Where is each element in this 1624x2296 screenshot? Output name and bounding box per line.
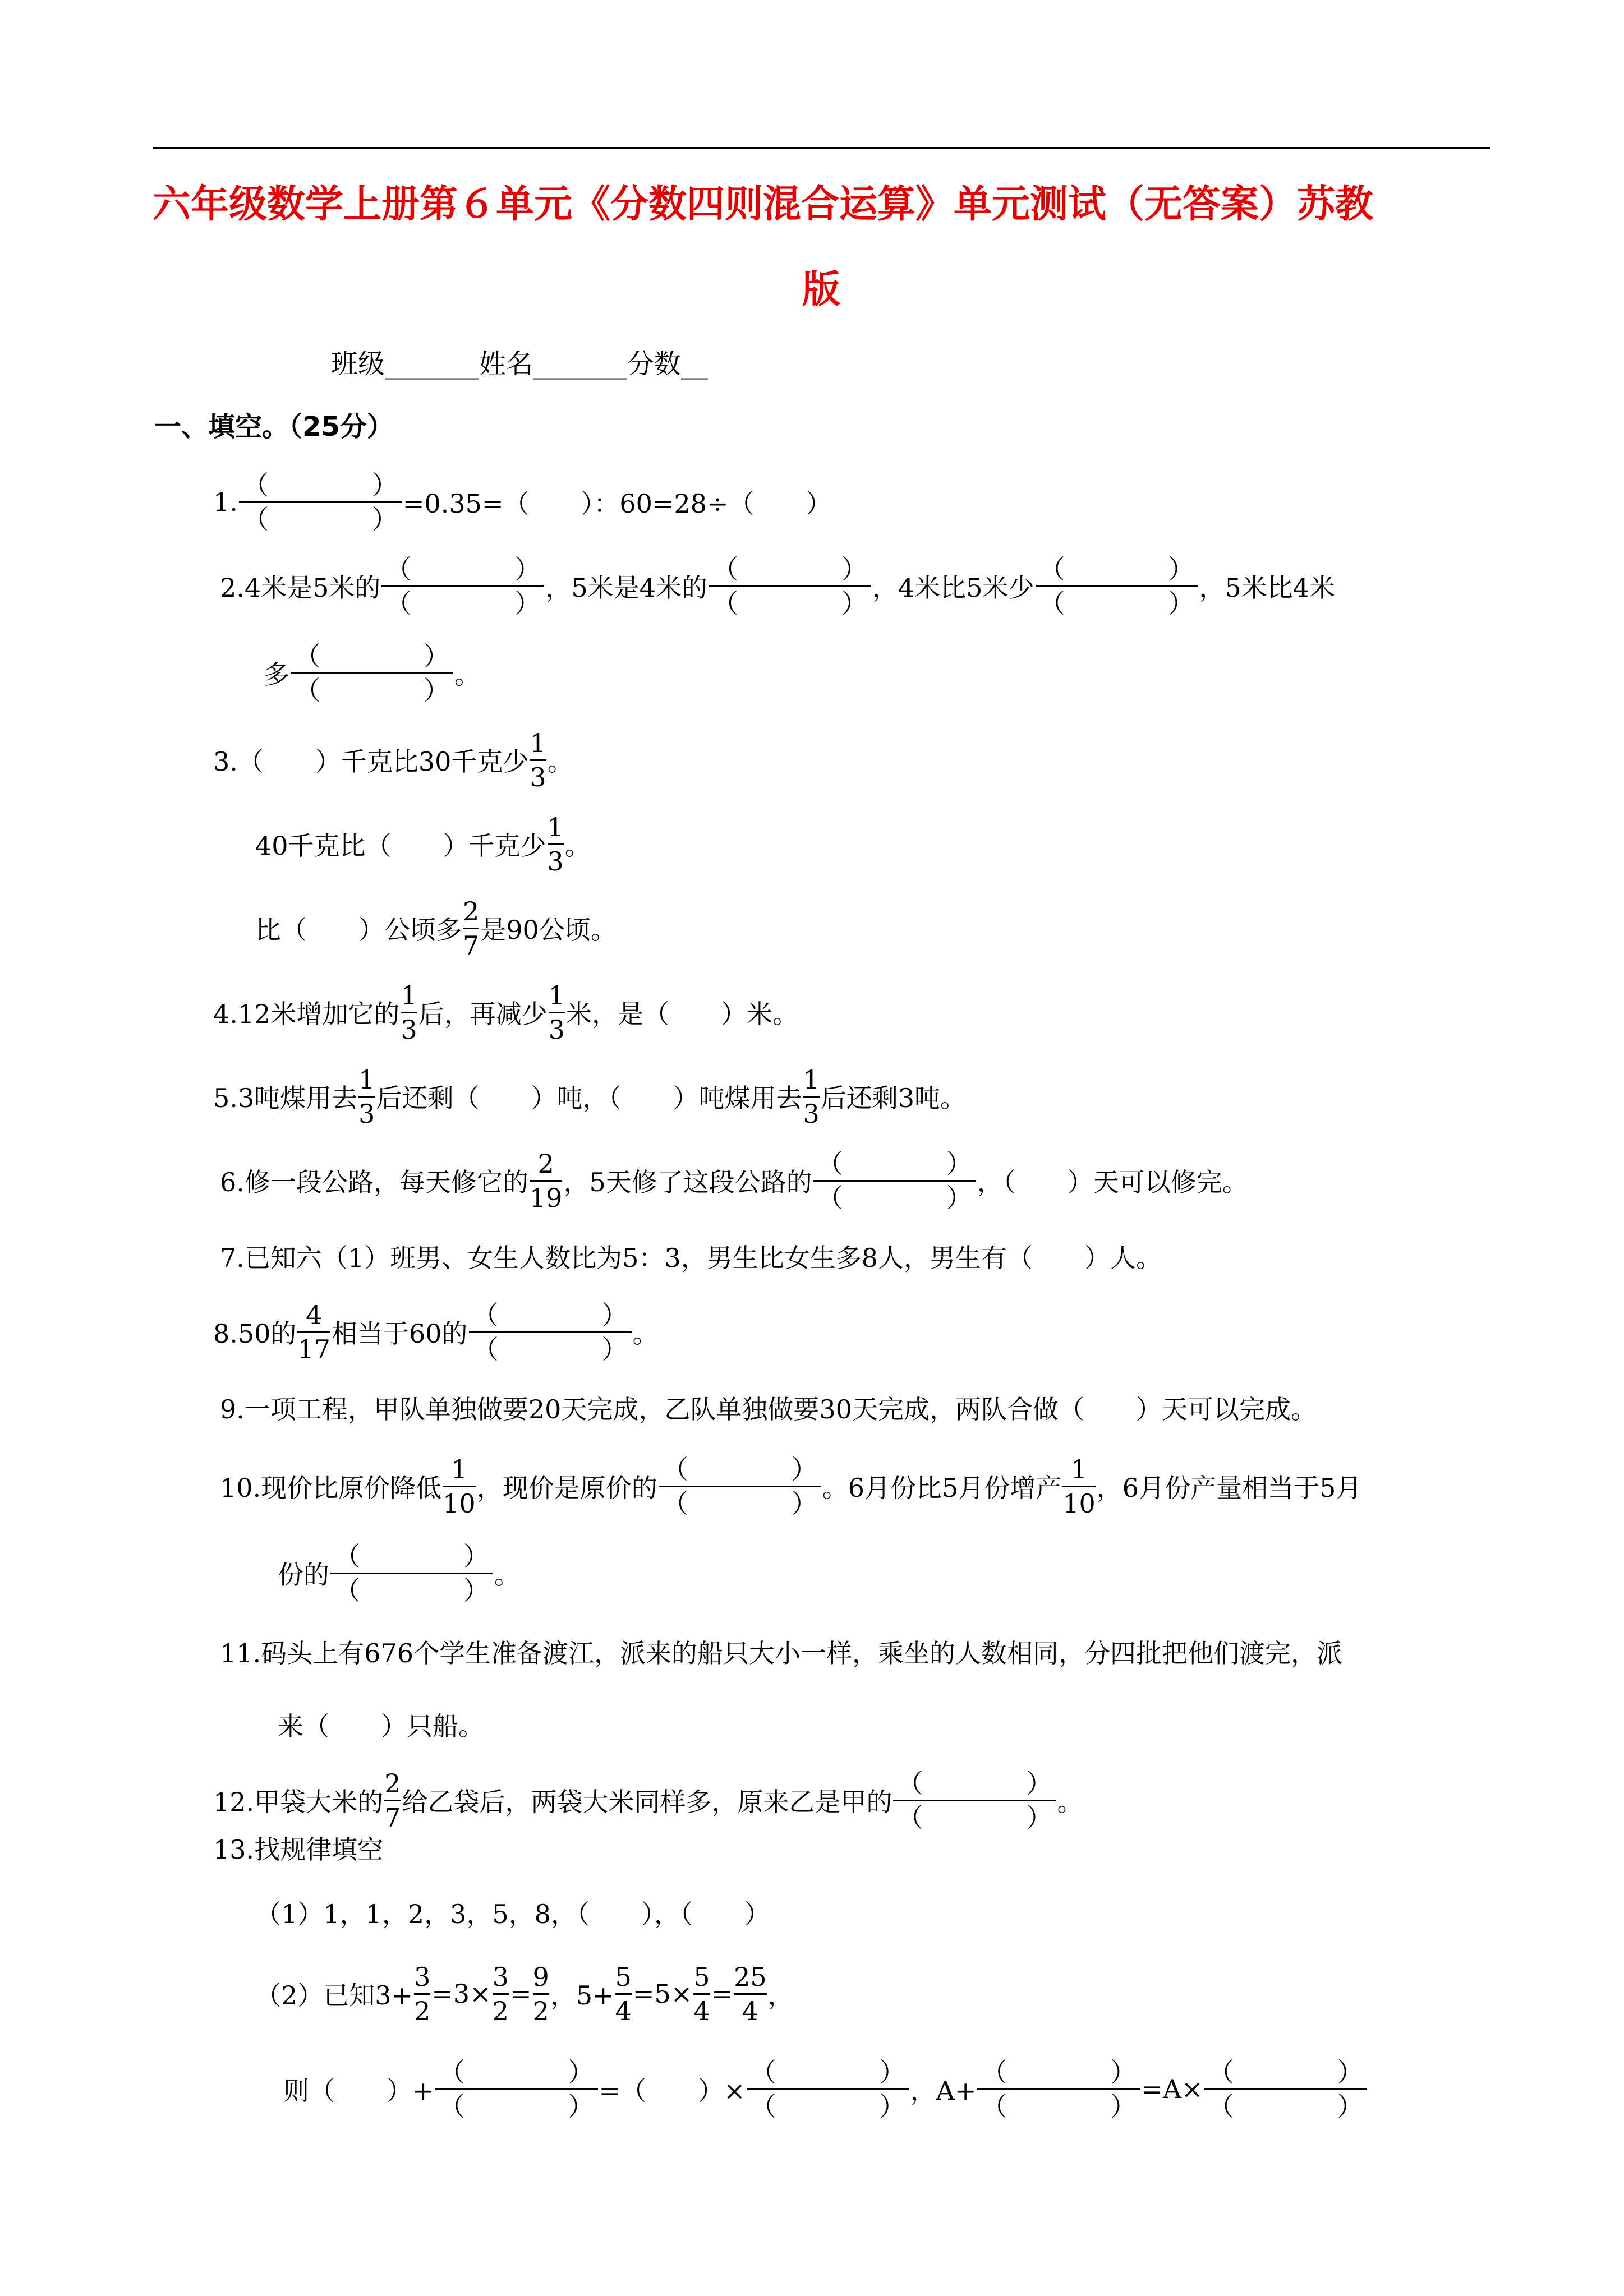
q3-text: 40千克比（ ）千克少 (255, 831, 546, 861)
blank-fraction[interactable]: $\frac{( )}{( )}$ (1204, 2056, 1367, 2123)
question-13-part-1 (255, 1882, 770, 1943)
q10-text: ，6月份产量相当于5月 (1096, 1473, 1362, 1503)
fraction-one-third: $\frac{1}{3}$ (548, 980, 565, 1045)
q13-text: 则（ ）+ (283, 2076, 434, 2106)
q2-text: 多 (264, 660, 289, 690)
q4-text: 4.12米增加它的 (213, 999, 400, 1029)
q8-text: 。 (632, 1318, 659, 1349)
q13-text: =A× (1141, 2074, 1203, 2104)
fraction-twentyfive-quarters: $\frac{25}{4}$ (734, 1961, 767, 2026)
blank-fraction[interactable]: $\frac{( )}{( )}$ (813, 1147, 976, 1214)
q10-text: 。6月份比5月份增产 (822, 1473, 1062, 1503)
q2-text: ，5米是4米的 (545, 573, 707, 603)
section-heading: 一、填空。（25分） (154, 411, 394, 442)
q3-text: 。 (564, 831, 591, 861)
student-info-line: 班级_______姓名_______分数__ (331, 348, 709, 380)
fraction-one-tenth: $\frac{1}{10}$ (1062, 1454, 1096, 1519)
fraction-three-halves: $\frac{3}{2}$ (492, 1961, 509, 2026)
q12-text: 12.甲袋大米的 (213, 1787, 384, 1817)
q4-text: 米，是（ ）米。 (565, 999, 798, 1029)
question-13-part-2 (255, 1943, 794, 2044)
q13-text: （1）1，1，2，3，5，8，（ ），（ ） (255, 1899, 770, 1929)
blank-fraction[interactable]: $\frac{( )}{( )}$ (709, 553, 871, 620)
fraction-one-third: $\frac{1}{3}$ (803, 1064, 820, 1129)
page-title-continued: 版 (802, 268, 840, 312)
q13-text: ， (767, 1980, 794, 2011)
q8-text: 8.50的 (213, 1318, 297, 1349)
fraction-three-halves: $\frac{3}{2}$ (414, 1961, 431, 2026)
q4-text: 后，再减少 (418, 999, 548, 1029)
q13-title: 13.找规律填空 (213, 1834, 384, 1865)
blank-fraction[interactable]: $\frac{( )}{( )}$ (291, 640, 453, 707)
q3-text: 比（ ）公顷多 (255, 915, 462, 945)
blank-fraction[interactable]: $\frac{( )}{( )}$ (435, 2056, 598, 2123)
q13-text: ，A+ (910, 2076, 977, 2106)
fraction-one-third: $\frac{1}{3}$ (530, 727, 546, 792)
q8-text: 相当于60的 (331, 1318, 468, 1349)
fraction-five-quarters: $\frac{5}{4}$ (615, 1961, 632, 2026)
fraction-two-sevenths: $\frac{2}{7}$ (463, 896, 480, 961)
blank-fraction[interactable]: $\frac{( )}{( )}$ (381, 553, 544, 620)
q13-text: ，5+ (550, 1980, 614, 2011)
q3-text: 3.（ ）千克比30千克少 (213, 746, 529, 777)
fraction-one-third: $\frac{1}{3}$ (547, 812, 564, 877)
q13-text: （2）已知3+ (255, 1980, 413, 2011)
q7-text: 7.已知六（1）班男、女生人数比为5：3，男生比女生多8人，男生有（ ）人。 (220, 1243, 1162, 1273)
q6-text: 6.修一段公路，每天修它的 (220, 1167, 528, 1197)
q1-text: =0.35=（ ）：60=28÷（ ） (402, 488, 832, 519)
question-2-continued (264, 623, 480, 723)
q1-number: 1. (213, 487, 238, 517)
blank-fraction[interactable]: $\frac{( )}{( )}$ (1036, 553, 1198, 620)
q2-text: 。 (454, 660, 480, 690)
q10-text: 份的 (278, 1560, 329, 1590)
q3-text: 是90公顷。 (480, 915, 617, 945)
fraction-one-third: $\frac{1}{3}$ (358, 1064, 375, 1129)
q10-text: 。 (494, 1560, 520, 1590)
q5-text: 5.3吨煤用去 (213, 1083, 358, 1113)
fraction-two-nineteenths: $\frac{2}{19}$ (529, 1148, 563, 1213)
question-13 (213, 1817, 383, 1879)
q9-text: 9.一项工程，甲队单独做要20天完成，乙队单独做要30天完成，两队合做（ ）天可以完成。 (220, 1394, 1317, 1424)
q13-text: = (510, 1979, 532, 2009)
blank-fraction[interactable]: $\frac{( )}{( )}$ (469, 1299, 632, 1366)
q11-text: 11.码头上有676个学生准备渡江，派来的船只大小一样，乘坐的人数相同，分四批把他们渡完，派 (220, 1638, 1342, 1668)
blank-fraction[interactable]: $\frac{( )}{( )}$ (977, 2056, 1140, 2123)
page-title: 六年级数学上册第６单元《分数四则混合运算》单元测试（无答案）苏教 (153, 182, 1374, 227)
q2-text: ，5米比4米 (1199, 573, 1336, 603)
q3-text: 。 (547, 746, 573, 777)
q12-text: 。 (1057, 1787, 1083, 1817)
q13-text: =5× (632, 1979, 693, 2009)
question-2 (220, 536, 1335, 637)
blank-fraction[interactable]: $\frac{( )}{( )}$ (330, 1540, 493, 1607)
question-10 (220, 1436, 1361, 1537)
question-13-part-3 (283, 2039, 1368, 2140)
blank-fraction[interactable]: $\frac{( )}{( )}$ (659, 1453, 821, 1520)
blank-fraction[interactable]: $\frac{( )}{( )}$ (747, 2056, 909, 2123)
q10-text: ，现价是原价的 (476, 1473, 657, 1503)
q13-text: =（ ）× (599, 2076, 746, 2106)
fraction-two-sevenths: $\frac{2}{7}$ (384, 1768, 401, 1833)
fraction-one-tenth: $\frac{1}{10}$ (443, 1454, 476, 1519)
q2-text: 2.4米是5米的 (220, 573, 381, 603)
q11-text: 来（ ）只船。 (278, 1711, 484, 1741)
q6-text: ，5天修了这段公路的 (563, 1167, 812, 1197)
q5-text: 后还剩（ ）吨，（ ）吨煤用去 (376, 1083, 802, 1113)
fraction-five-quarters: $\frac{5}{4}$ (693, 1961, 710, 2026)
q10-text: 10.现价比原价降低 (220, 1473, 442, 1503)
q13-text: = (711, 1979, 733, 2009)
fraction-four-seventeenths: $\frac{4}{17}$ (297, 1299, 330, 1364)
fraction-nine-halves: $\frac{9}{2}$ (532, 1961, 549, 2026)
fraction-one-third: $\frac{1}{3}$ (401, 980, 417, 1045)
q13-text: =3× (431, 1979, 491, 2009)
q6-text: ，（ ）天可以修完。 (977, 1167, 1248, 1197)
blank-fraction[interactable]: $\frac{( )}{( )}$ (893, 1767, 1056, 1834)
q12-text: 给乙袋后，两袋大米同样多，原来乙是甲的 (402, 1787, 892, 1817)
top-rule (153, 147, 1490, 149)
blank-fraction[interactable]: $\frac{( )}{( )}$ (239, 469, 402, 536)
q2-text: ，4米比5米少 (872, 573, 1034, 603)
q5-text: 后还剩3吨。 (820, 1083, 966, 1113)
